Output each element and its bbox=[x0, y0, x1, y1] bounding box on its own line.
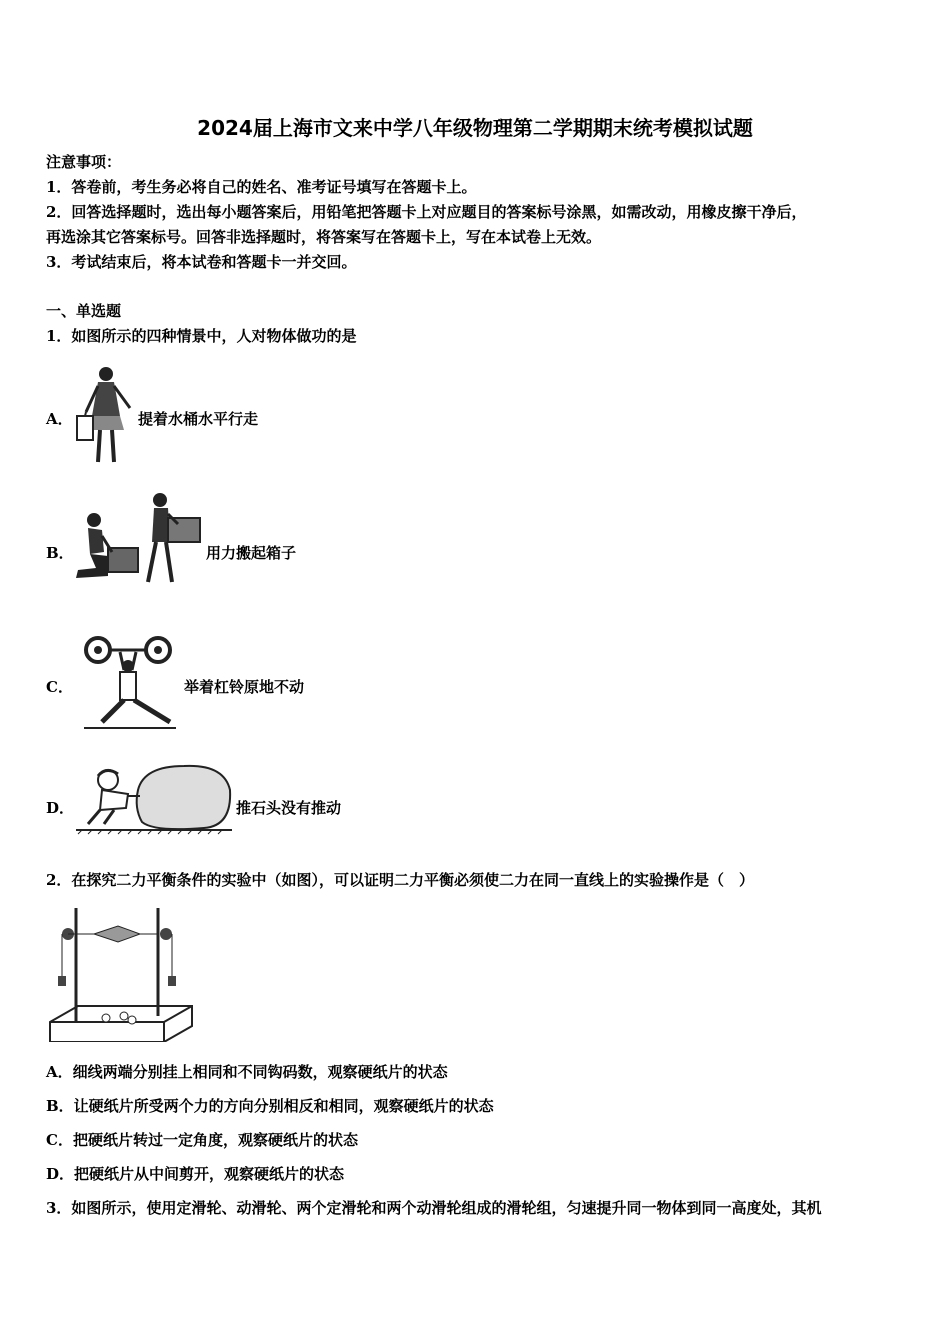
q2-option-c: C．把硬纸片转过一定角度，观察硬纸片的状态 bbox=[46, 1131, 358, 1149]
notice-item-2-cont: 再选涂其它答案标号。回答非选择题时，将答案写在答题卡上，写在本试卷上无效。 bbox=[46, 228, 602, 246]
question-1-stem: 1．如图所示的四种情景中，人对物体做功的是 bbox=[46, 327, 357, 345]
two-force-balance-apparatus-figure bbox=[48, 904, 194, 1042]
person-holding-barbell-figure bbox=[80, 636, 180, 732]
notice-item-2: 2．回答选择题时，选出每小题答案后，用铅笔把答题卡上对应题目的答案标号涂黑，如需改动，用橡皮擦干净后， bbox=[46, 203, 807, 221]
q1-option-a-letter: A． bbox=[46, 410, 73, 428]
q1-option-d-letter: D． bbox=[46, 799, 75, 817]
q1-option-c-text: 举着杠铃原地不动 bbox=[184, 678, 305, 696]
notice-heading: 注意事项： bbox=[46, 153, 122, 171]
question-2-stem: 2．在探究二力平衡条件的实验中（如图），可以证明二力平衡必须使二力在同一直线上的实验操作是（ ） bbox=[46, 871, 754, 889]
question-3-stem: 3．如图所示，使用定滑轮、动滑轮、两个定滑轮和两个动滑轮组成的滑轮组，匀速提升同一物体到同一高度处，其机 bbox=[46, 1199, 822, 1217]
q2-option-a: A．细线两端分别挂上相同和不同钩码数，观察硬纸片的状态 bbox=[46, 1063, 448, 1081]
section-heading: 一、单选题 bbox=[46, 302, 122, 320]
person-lifting-box-figure bbox=[68, 492, 204, 586]
page-title: 2024届上海市文来中学八年级物理第二学期期末统考模拟试题 bbox=[197, 116, 753, 140]
q1-option-a-text: 提着水桶水平行走 bbox=[138, 410, 259, 428]
person-carrying-bucket-figure bbox=[74, 364, 138, 468]
notice-item-1: 1．答卷前，考生务必将自己的姓名、准考证号填写在答题卡上。 bbox=[46, 178, 477, 196]
notice-item-3: 3．考试结束后，将本试卷和答题卡一并交回。 bbox=[46, 253, 357, 271]
q1-option-b-letter: B． bbox=[46, 544, 74, 562]
q1-option-c-letter: C． bbox=[46, 678, 73, 696]
q2-option-b: B．让硬纸片所受两个力的方向分别相反和相同，观察硬纸片的状态 bbox=[46, 1097, 494, 1115]
q1-option-d-text: 推石头没有推动 bbox=[236, 799, 342, 817]
q2-option-d: D．把硬纸片从中间剪开，观察硬纸片的状态 bbox=[46, 1165, 345, 1183]
person-pushing-stone-figure bbox=[74, 760, 234, 840]
q1-option-b-text: 用力搬起箱子 bbox=[206, 544, 297, 562]
